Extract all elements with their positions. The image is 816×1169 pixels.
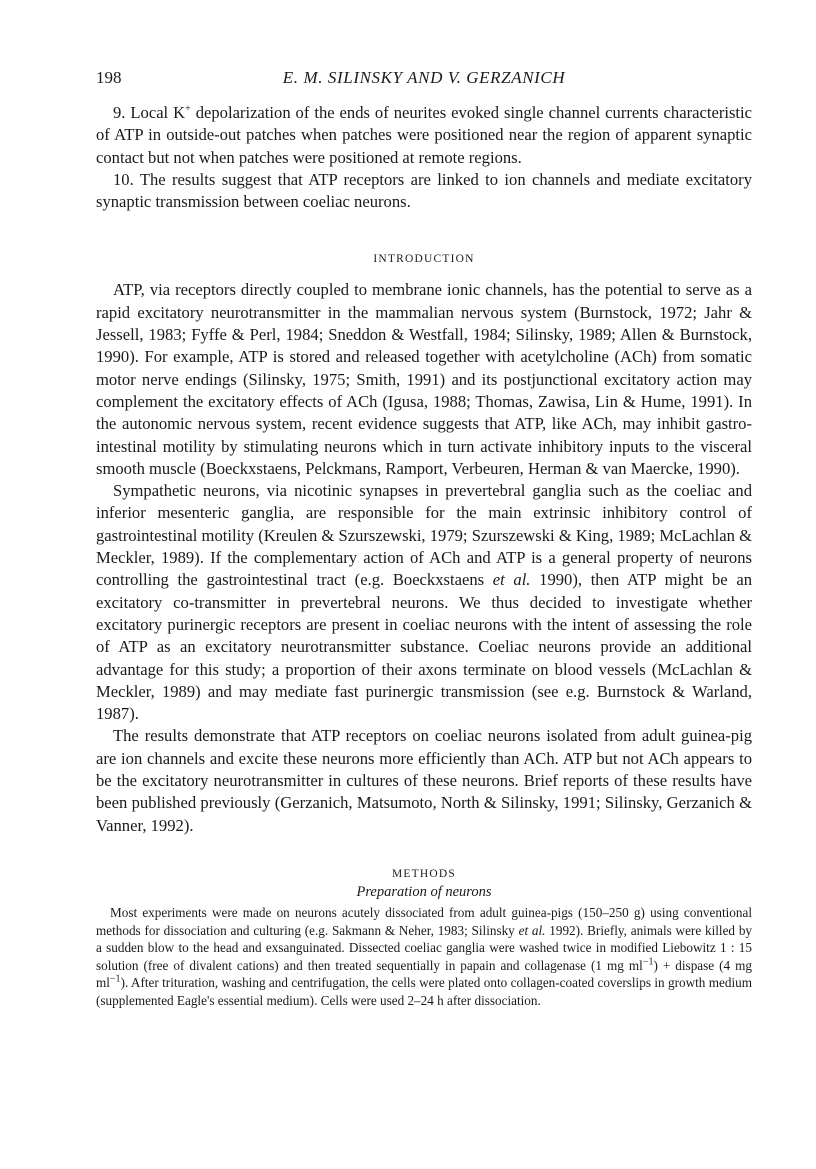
methods-paragraph — [96, 904, 752, 1010]
running-head-authors: E. M. SILINSKY AND V. GERZANICH — [282, 68, 566, 87]
page-number: 198 — [96, 68, 122, 87]
intro-paragraph-2 — [96, 480, 752, 725]
units-superscript-1: −1 — [642, 956, 654, 968]
methods-text-4: ). After trituration, washing and centrifugation, the cells were plated onto collagen-coated coverslips in growth medium (supplemented Eagle's essential medium). Cells were used 2–24 h after dissociation. — [96, 975, 752, 1008]
summary-point-10: 10. The results suggest that ATP receptors are linked to ion channels and mediate excitatory synaptic transmission between coeliac neurons. — [96, 169, 752, 212]
methods-text-1: Most experiments were made on neurons acutely dissociated from adult guinea-pigs (150–250 g) using conventional methods for dissociation and culturing (e.g. Sakmann & Neher, 1983; Silinsky — [96, 904, 752, 938]
intro-paragraph-2-text-cont: 1990), then ATP might be an excitatory co-transmitter in prevertebral neurons. We thus decided to investigate whether excitatory purinergic receptors are present in coeliac neurons with the intent of assessing the role of ATP as an excitatory neurotransmitter substance. Coeliac neurons provide an additional advantage for this study; a proportion of their axons terminate on blood vessels (McLachlan & Meckler, 1989) and may mediate fast purinergic transmission (see e.g. Burnstock & Warland, 1987). — [96, 570, 752, 724]
intro-paragraph-2-text: Sympathetic neurons, via nicotinic synapses in prevertebral ganglia such as the coeliac and inferior mesenteric ganglia, are responsible for the main extrinsic inhibitory control of gastrointestinal motility (Kreulen & Szurszewski, 1979; Szurszewski & King, 1989; McLachlan & Meckler, 1989). If the complementary action of ACh and ATP is a general property of neurons controlling the gastrointestinal tract (e.g. Boeckxstaens — [96, 481, 752, 590]
summary-point-9 — [96, 102, 752, 169]
methods-heading: METHODS — [392, 867, 456, 880]
methods-text-2: 1992). Briefly, animals were killed by a sudden blow to the head and exsanguinated. Dissected coeliac ganglia were washed twice in modified Liebowitz 1 : 15 solution (free of divalent cations) and then treated sequentially in papain and collagenase (1 mg ml — [96, 922, 753, 973]
methods-subheading: Preparation of neurons — [356, 883, 492, 900]
summary-point-9-text: 9. Local K — [113, 103, 186, 122]
potassium-superscript: + — [185, 103, 191, 115]
introduction-heading: INTRODUCTION — [373, 253, 475, 266]
et-al-italic: et al. — [492, 570, 531, 590]
summary-point-9-text-cont: depolarization of the ends of neurites evoked single channel currents characteristic of ATP in outside-out patches when patches were positioned near the region of apparent synaptic contact but not when patches were positioned at remote regions. — [96, 103, 752, 167]
units-superscript-2: −1 — [109, 973, 121, 985]
methods-et-al-italic: et al. — [518, 922, 546, 938]
intro-paragraph-1: ATP, via receptors directly coupled to membrane ionic channels, has the potential to serve as a rapid excitatory neurotransmitter in the mammalian nervous system (Burnstock, 1972; Jahr & Jessell, 1983; Fyffe & Perl, 1984; Sneddon & Westfall, 1984; Silinsky, 1989; Allen & Burnstock, 1990). For example, ATP is stored and released together with acetylcholine (ACh) from somatic motor nerve endings (Silinsky, 1975; Smith, 1991) and its postjunctional excitatory action may complement the excitatory effects of ACh (Igusa, 1988; Thomas, Zawisa, Lin & Hume, 1991). In the autonomic nervous system, recent evidence suggests that ATP, like ACh, may inhibit gastro-intestinal motility by stimulating neurons which in turn activate inhibitory inputs to the visceral smooth muscle (Boeckxstaens, Pelckmans, Ramport, Verbeuren, Herman & van Maercke, 1990). — [96, 280, 752, 478]
methods-text-3: ) + dispase (4 mg ml — [96, 957, 752, 991]
intro-paragraph-3: The results demonstrate that ATP receptors on coeliac neurons isolated from adult guinea-pig are ion channels and excite these neurons more efficiently than ACh. ATP but not ACh appears to be the excitatory neurotransmitter in cultures of these neurons. Brief reports of these results have been published previously (Gerzanich, Matsumoto, North & Silinsky, 1991; Silinsky, Gerzanich & Vanner, 1992). — [96, 726, 752, 835]
journal-page — [96, 68, 752, 1009]
running-head — [96, 68, 752, 92]
